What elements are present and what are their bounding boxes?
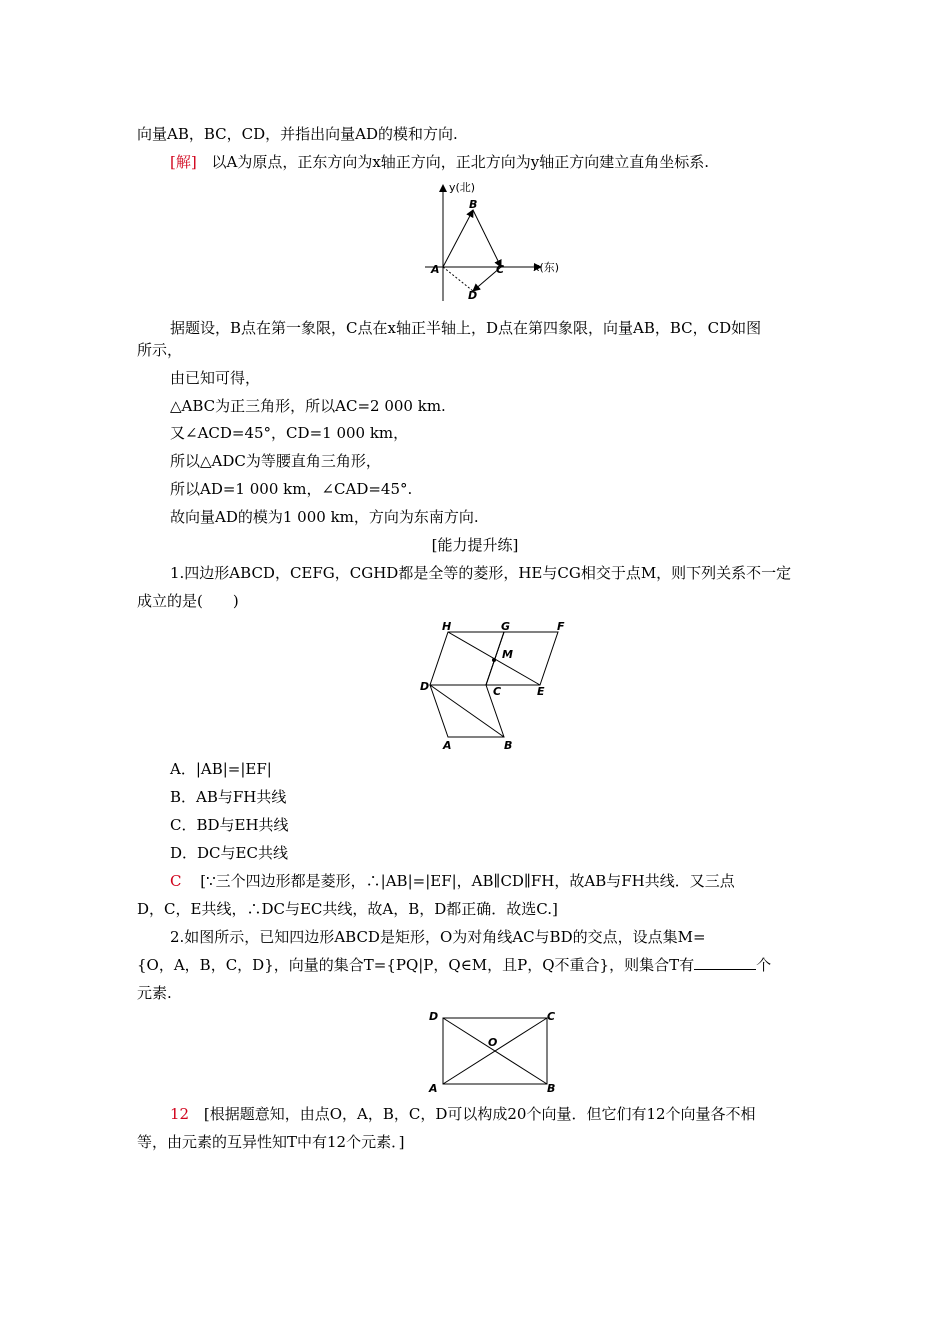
label-c: C [496,263,505,276]
label-c: C [493,685,502,698]
label-a: A [431,263,440,276]
paragraph-equilateral: △ABC为正三角形，所以AC=2 000 km. [170,397,446,415]
label-b: B [504,739,513,752]
paragraph-known: 由已知可得， [170,369,261,387]
rhombus-figure [418,618,568,753]
rhombus-cefg [486,632,558,685]
paragraph-angle: 又∠ACD=45°，CD=1 000 km， [170,424,409,442]
label-b: B [547,1082,556,1095]
question-1-line-1: 1.四边形ABCD，CEFG，CGHD都是全等的菱形，HE与CG相交于点M，则下列关系不一定 [170,564,792,582]
point-m [492,658,496,662]
paragraph-isosceles: 所以△ADC为等腰直角三角形， [170,452,381,470]
label-a: A [443,739,452,752]
vector-bc [473,210,501,267]
option-d: D．DC与EC共线 [170,844,288,862]
solution-line [170,152,709,172]
option-c: C．BD与EH共线 [170,816,289,834]
option-b: B．AB与FH共线 [170,788,287,806]
paragraph-given-a: 据题设，B点在第一象限，C点在x轴正半轴上，D点在第四象限，向量AB，BC，CD如图 [170,319,762,337]
label-b: B [469,198,478,211]
question-2-line-2-text: {O，A，B，C，D}，向量的集合T={PQ|P，Q∈M，且P，Q不重合}，则集合T有 [137,956,695,974]
coordinate-figure [423,181,560,303]
label-e: E [537,685,545,698]
label-h: H [442,620,452,633]
label-f: F [557,620,565,633]
label-m: M [502,648,513,661]
answer-2-line-1 [170,1104,756,1124]
label-d: D [420,680,430,693]
y-axis-label: y(北) [449,181,476,194]
paragraph-ad-length: 所以AD=1 000 km，∠CAD=45°. [170,480,413,498]
question-1-line-2: 成立的是( ) [137,592,239,610]
question-2-line-1: 2.如图所示，已知四边形ABCD是矩形，O为对角线AC与BD的交点，设点集M= [170,928,706,946]
explanation-1-line-2: D，C，E共线，∴DC与EC共线，故A，B，D都正确．故选C.] [137,900,558,918]
label-a: A [429,1082,438,1095]
label-d: D [468,289,478,302]
answer-1-line-1 [170,871,735,891]
explanation-2-line-1: [根据题意知，由点O，A，B，C，D可以构成20个向量．但它们有12个向量各不相 [203,1105,756,1123]
rectangle-figure [425,1008,565,1093]
solution-text: 以A为原点，正东方向为x轴正方向，正北方向为y轴正方向建立直角坐标系. [211,153,710,171]
explanation-2-line-2: 等，由元素的互异性知T中有12个元素．] [137,1133,405,1151]
section-title: [能力提升练] [431,536,519,554]
segment-ad [443,267,473,291]
answer-2: 12 [170,1105,190,1123]
answer-blank [694,955,756,970]
question-2-line-3: 元素. [137,984,172,1002]
option-a: A．|AB|=|EF| [170,760,272,778]
explanation-1-line-1: [∵三个四边形都是菱形，∴|AB|=|EF|，AB∥CD∥FH，故AB与FH共线．又三点 [200,872,735,890]
vector-ab [443,210,473,267]
label-g: G [501,620,511,633]
paragraph-given-b: 所示， [137,341,183,359]
answer-1: C [170,872,182,890]
label-c: C [547,1010,556,1023]
label-d: D [429,1010,439,1023]
label-o: O [488,1036,498,1049]
solution-tag: [解] [170,153,197,171]
paragraph-conclusion: 故向量AD的模为1 000 km，方向为东南方向. [170,508,479,526]
question-2-line-2 [137,955,771,975]
x-axis-label: x(东) [533,261,560,274]
paragraph-intro: 向量AB，BC，CD，并指出向量AD的模和方向. [137,125,458,143]
question-2-line-2-end: 个 [756,956,772,974]
